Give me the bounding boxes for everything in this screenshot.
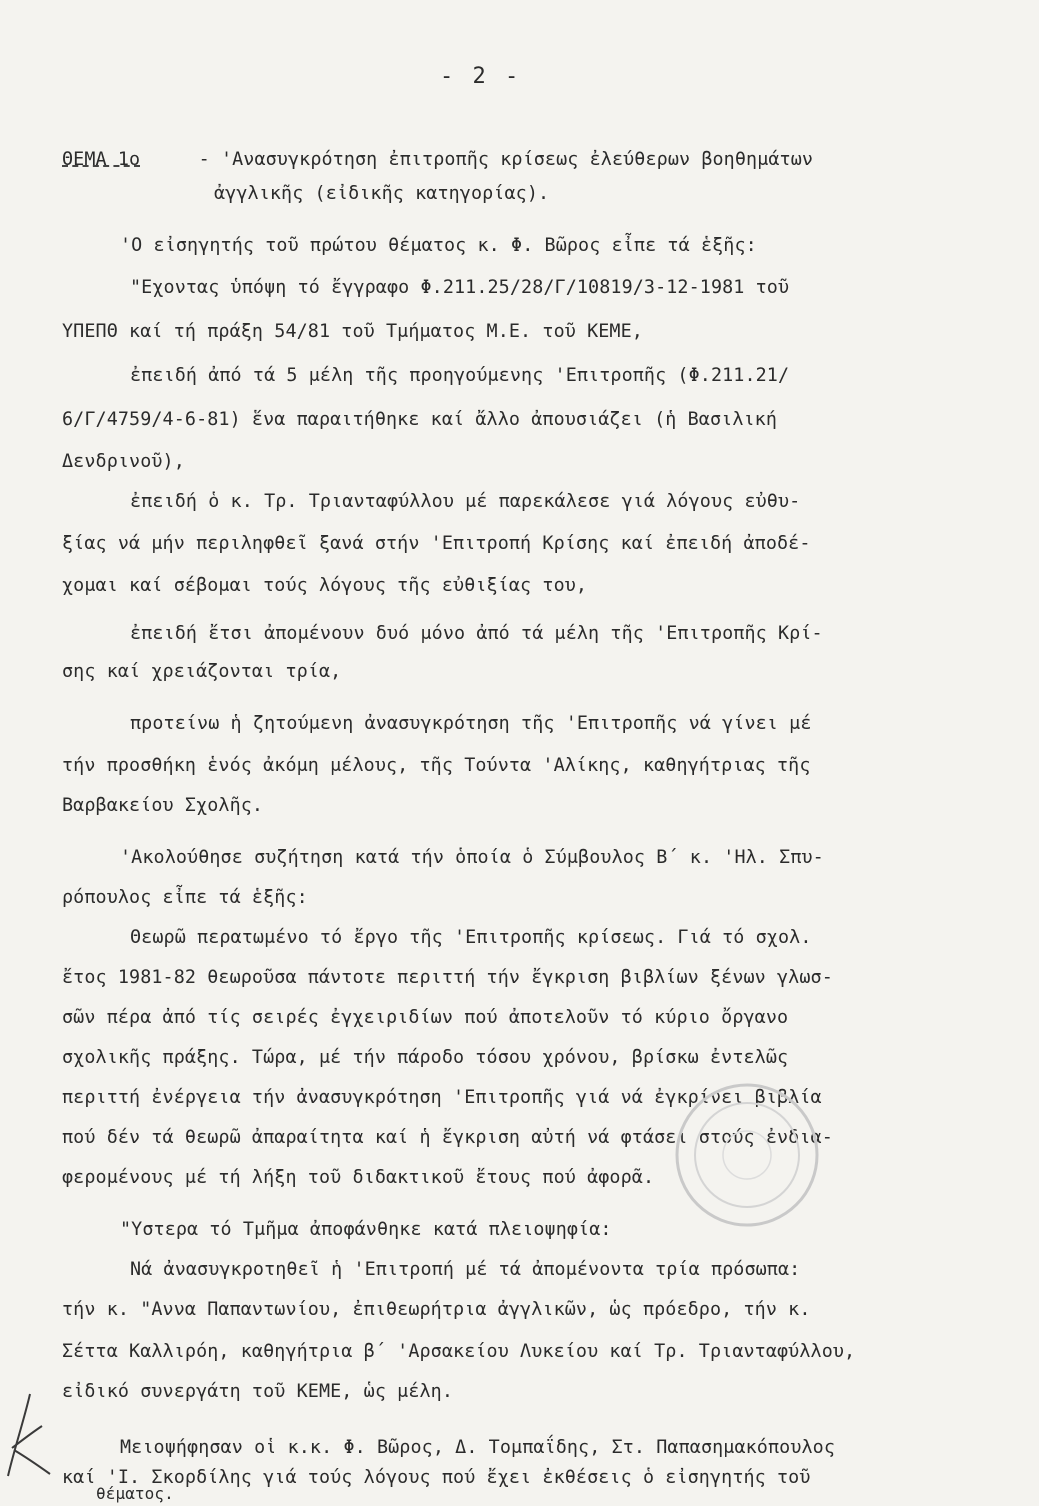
subject-title-line-2: ἀγγλικῆς (εἰδικῆς κατηγορίας). bbox=[214, 183, 550, 204]
handwritten-mark-icon bbox=[0, 1390, 60, 1480]
body-line: σχολικῆς πράξης. Τώρα, μέ τήν πάροδο τόσου χρόνου, βρίσκω ἐντελῶς bbox=[62, 1047, 789, 1068]
body-line: ΥΠΕΠΘ καί τή πράξη 54/81 τοῦ Τμήματος Μ.Ε. τοῦ ΚΕΜΕ, bbox=[62, 321, 643, 342]
page-number: - 2 - bbox=[440, 64, 522, 89]
body-line: ξίας νά μήν περιληφθεῖ ξανά στήν 'Επιτροπή Κρίσης καί ἐπειδή ἀποδέ- bbox=[62, 533, 811, 554]
body-line: ἐπειδή ἀπό τά 5 μέλη τῆς προηγούμενης 'Επιτροπῆς (Φ.211.21/ bbox=[130, 365, 790, 386]
body-line: Βαρβακείου Σχολῆς. bbox=[62, 795, 264, 816]
subject-title-line-1: - 'Ανασυγκρότηση ἐπιτροπῆς κρίσεως ἐλεύθερων βοηθημάτων bbox=[198, 149, 814, 170]
body-line: καί 'Ι. Σκορδίλης γιά τούς λόγους πού ἔχει ἐκθέσεις ὁ εἰσηγητής τοῦ bbox=[62, 1467, 811, 1488]
body-line: ρόπουλος εἶπε τά ἑξῆς: bbox=[62, 887, 308, 908]
body-line: Μειοψήφησαν οἱ κ.κ. Φ. Βῶρος, Δ. Τομπαΐδης, Στ. Παπασημακόπουλος bbox=[120, 1437, 836, 1458]
body-line: 'Ο εἰσηγητής τοῦ πρώτου θέματος κ. Φ. Βῶρος εἶπε τά ἑξῆς: bbox=[120, 235, 757, 256]
body-line: Θεωρῶ περατωμένο τό ἔργο τῆς 'Επιτροπῆς κρίσεως. Γιά τό σχολ. bbox=[130, 927, 812, 948]
subject-label: ΘΕΜΑ 1ο bbox=[62, 149, 141, 170]
body-line: 'Ακολούθησε συζήτηση κατά τήν ὁποία ὁ Σύμβουλος Β΄ κ. 'Ηλ. Σπυ- bbox=[120, 847, 824, 868]
body-line: "Εχοντας ὑπόψη τό ἔγγραφο Φ.211.25/28/Γ/10819/3-12-1981 τοῦ bbox=[130, 277, 790, 298]
stamp-seal-icon bbox=[672, 1080, 822, 1230]
body-line: ἔτος 1981-82 θεωροῦσα πάντοτε περιττή τήν ἔγκριση βιβλίων ξένων γλωσ- bbox=[62, 967, 833, 988]
body-line: σῶν πέρα ἀπό τίς σειρές ἐγχειριδίων πού ἀποτελοῦν τό κύριο ὄργανο bbox=[62, 1007, 789, 1028]
body-line: περιττή ἐνέργεια τήν ἀνασυγκρότηση 'Επιτροπῆς γιά νά ἐγκρίνει βιβλία bbox=[62, 1087, 822, 1108]
body-line: προτείνω ἡ ζητούμενη ἀνασυγκρότηση τῆς 'Επιτροπῆς νά γίνει μέ bbox=[130, 713, 812, 734]
body-line: Νά ἀνασυγκροτηθεῖ ἡ 'Επιτροπή μέ τά ἀπομένοντα τρία πρόσωπα: bbox=[130, 1259, 801, 1280]
body-line: Σέττα Καλλιρόη, καθηγήτρια β΄ 'Αρσακείου Λυκείου καί Τρ. Τριανταφύλλου, bbox=[62, 1341, 856, 1362]
body-line: τήν κ. "Αννα Παπαντωνίου, ἐπιθεωρήτρια ἀγγλικῶν, ὡς πρόεδρο, τήν κ. bbox=[62, 1299, 811, 1320]
body-line: σης καί χρειάζονται τρία, bbox=[62, 661, 342, 682]
subject-heading bbox=[62, 148, 813, 172]
body-line: Δενδρινοῦ), bbox=[62, 451, 185, 472]
body-line: "Υστερα τό Τμῆμα ἀποφάνθηκε κατά πλειοψηφία: bbox=[120, 1219, 612, 1240]
body-line: ἐπειδή ἔτσι ἀπομένουν δυό μόνο ἀπό τά μέλη τῆς 'Επιτροπῆς Κρί- bbox=[130, 623, 823, 644]
body-line: χομαι καί σέβομαι τούς λόγους τῆς εὐθιξίας του, bbox=[62, 575, 588, 596]
body-line: εἰδικό συνεργάτη τοῦ ΚΕΜΕ, ὡς μέλη. bbox=[62, 1381, 454, 1402]
body-line: τήν προσθήκη ἑνός ἀκόμη μέλους, τῆς Τούντα 'Αλίκης, καθηγήτριας τῆς bbox=[62, 755, 811, 776]
body-line: ἐπειδή ὁ κ. Τρ. Τριανταφύλλου μέ παρεκάλεσε γιά λόγους εὐθυ- bbox=[130, 491, 801, 512]
body-line: φερομένους μέ τή λήξη τοῦ διδακτικοῦ ἔτους πού ἀφορᾶ. bbox=[62, 1167, 655, 1188]
body-line: 6/Γ/4759/4-6-81) ἕνα παραιτήθηκε καί ἄλλο ἀπουσιάζει (ἡ Βασιλική bbox=[62, 409, 778, 430]
body-line: πού δέν τά θεωρῶ ἀπαραίτητα καί ἡ ἔγκριση αὐτή νά φτάσει στούς ἐνδια- bbox=[62, 1127, 833, 1148]
body-line: θέματος. bbox=[96, 1484, 174, 1503]
